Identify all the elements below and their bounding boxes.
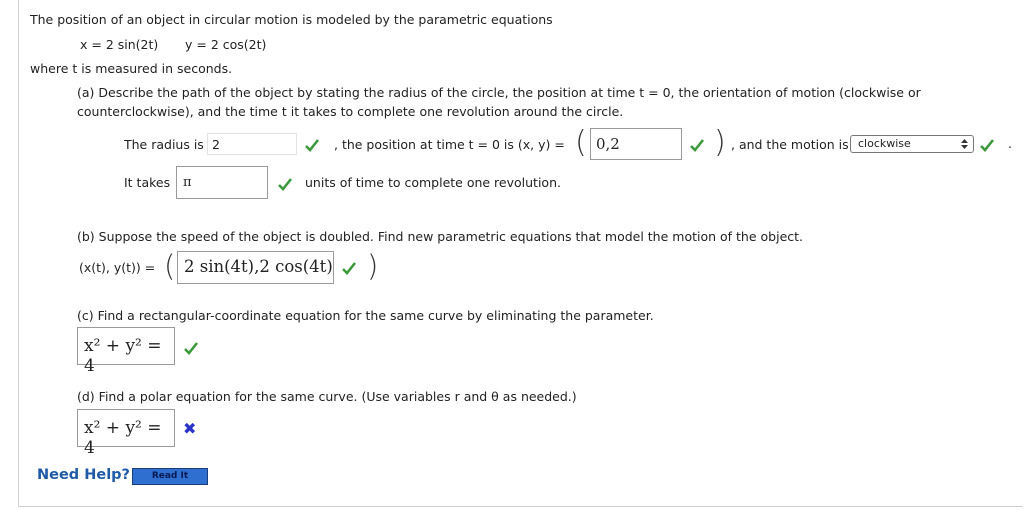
position-label: , the position at time t = 0 is (x, y) = [334, 137, 565, 152]
polar-answer-value: x² + y² = 4 [84, 418, 162, 458]
need-help-label: Need Help? [37, 467, 130, 483]
part-c-prompt: (c) Find a rectangular-coordinate equation for the same curve by eliminating the parameter. [77, 308, 654, 323]
polar-incorrect-x-icon: ✖ [183, 419, 197, 438]
radius-label: The radius is [124, 137, 204, 152]
position-close-paren: ) [714, 125, 726, 160]
parametric-answer-value: 2 sin(4t),2 cos(4t) [184, 257, 333, 276]
polar-answer-input[interactable] [77, 409, 175, 458]
part-b-lhs: (x(t), y(t)) = [79, 260, 156, 275]
intro-time-note: where t is measured in seconds. [30, 61, 233, 76]
part-a-prompt-line1: (a) Describe the path of the object by stating the radius of the circle, the position at time t = 0, the orientation of motion (clockwise or [77, 85, 921, 100]
parametric-answer-input[interactable] [177, 251, 334, 284]
period-input-value: π [183, 175, 192, 190]
intro-text: The position of an object in circular motion is modeled by the parametric equations [30, 12, 553, 27]
rectangular-answer-value: x² + y² = 4 [84, 336, 162, 376]
position-correct-check-icon [689, 138, 705, 152]
equation-x: x = 2 sin(2t) [80, 37, 159, 52]
read-it-button[interactable]: Read It [132, 468, 208, 485]
period-correct-check-icon [277, 177, 293, 191]
part-b-close-paren: ) [367, 249, 379, 283]
motion-label: , and the motion is [731, 137, 849, 152]
rectangular-correct-check-icon [183, 341, 199, 355]
parametric-correct-check-icon [341, 261, 357, 275]
position-input-value: 0,2 [596, 135, 620, 153]
part-d-prompt: (d) Find a polar equation for the same curve. (Use variables r and θ as needed.) [77, 389, 577, 404]
radius-input[interactable] [207, 133, 297, 155]
sentence-end-period: . [1008, 136, 1012, 151]
position-open-paren: ( [575, 125, 587, 160]
motion-direction-value: clockwise [858, 137, 911, 150]
rectangular-answer-input[interactable] [77, 327, 175, 376]
part-b-prompt: (b) Suppose the speed of the object is doubled. Find new parametric equations that model the motion of the object. [77, 229, 804, 244]
part-b-open-paren: ( [164, 249, 176, 283]
period-label: It takes [124, 175, 171, 190]
radius-input-value: 2 [212, 137, 220, 152]
period-suffix: units of time to complete one revolution. [305, 175, 561, 190]
part-a-prompt-line2: counterclockwise), and the time t it takes to complete one revolution around the circle. [77, 104, 624, 119]
position-input[interactable] [590, 128, 682, 160]
equation-y: y = 2 cos(2t) [185, 37, 267, 52]
radius-correct-check-icon [304, 138, 320, 152]
select-arrows-icon [961, 139, 968, 149]
period-input[interactable] [176, 166, 268, 199]
motion-direction-select[interactable] [850, 135, 974, 153]
motion-correct-check-icon [979, 138, 995, 152]
